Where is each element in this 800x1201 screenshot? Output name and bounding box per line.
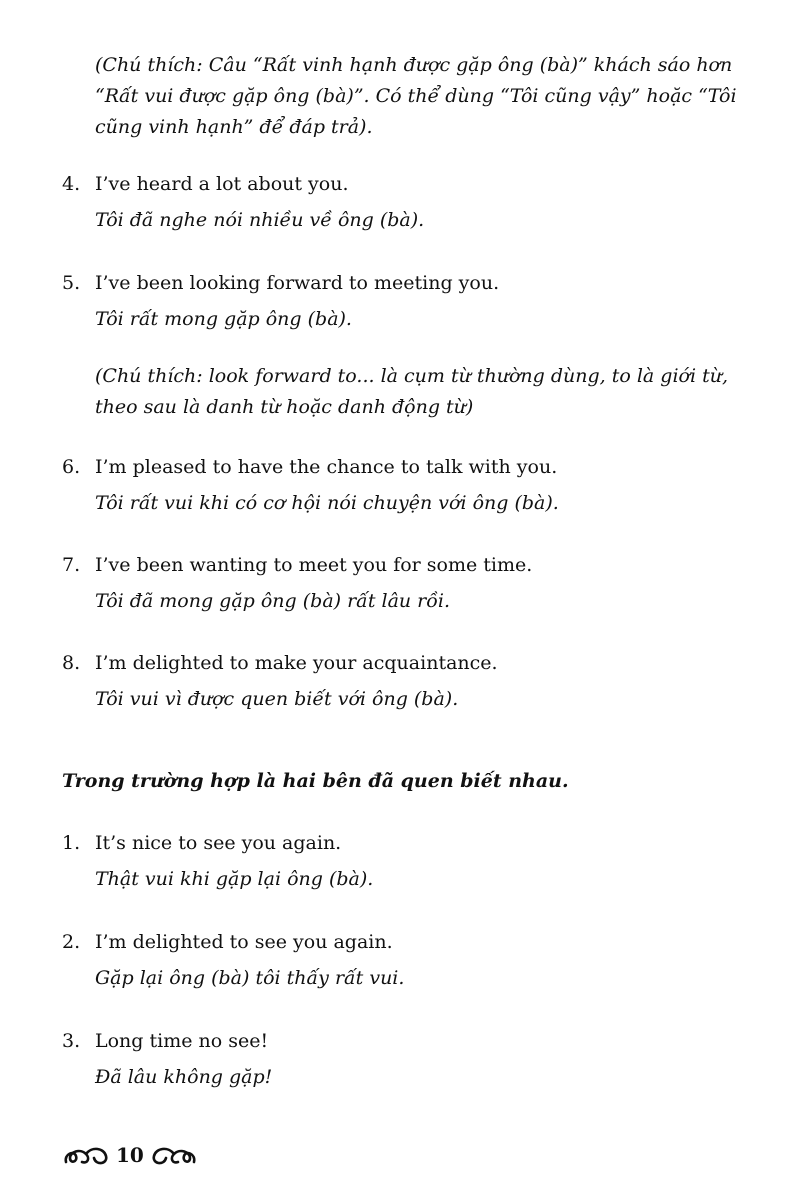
english-phrase: I’m pleased to have the chance to talk with you. [95,456,558,478]
phrase-item-6 [62,453,762,517]
page-footer [62,1140,198,1170]
item-number: 3. [62,1030,81,1052]
phrase-item-5 [62,269,762,333]
vietnamese-translation: Tôi đã mong gặp ông (bà) rất lâu rồi. [95,590,451,612]
note-mid [95,361,755,423]
english-phrase: I’m delighted to make your acquaintance. [95,652,498,674]
vietnamese-translation: Tôi rất vui khi có cơ hội nói chuyện với ông (bà). [95,492,559,514]
ornament-right-icon [150,1142,198,1168]
item-number: 4. [62,173,81,195]
vietnamese-translation: Tôi vui vì được quen biết với ông (bà). [95,688,459,710]
item-number: 5. [62,272,81,294]
vietnamese-translation: Tôi rất mong gặp ông (bà). [95,308,352,330]
phrase-item-second-1 [62,829,762,893]
phrase-item-8 [62,649,762,713]
item-number: 2. [62,931,81,953]
note-top [95,50,755,143]
section-heading: Trong trường hợp là hai bên đã quen biết nhau. [62,770,569,792]
note-line: “Rất vui được gặp ông (bà)”. Có thể dùng “Tôi cũng vậy” hoặc “Tôi [95,85,737,107]
vietnamese-translation: Đã lâu không gặp! [95,1066,273,1088]
phrase-item-second-2 [62,928,762,992]
vietnamese-translation: Tôi đã nghe nói nhiều về ông (bà). [95,209,425,231]
vietnamese-translation: Thật vui khi gặp lại ông (bà). [95,868,374,890]
vietnamese-translation: Gặp lại ông (bà) tôi thấy rất vui. [95,967,405,989]
item-number: 8. [62,652,81,674]
english-phrase: I’ve been looking forward to meeting you. [95,272,500,294]
english-phrase: I’m delighted to see you again. [95,931,393,953]
item-number: 1. [62,832,81,854]
phrase-item-4 [62,170,762,234]
note-line: (Chú thích: Câu “Rất vinh hạnh được gặp ông (bà)” khách sáo hơn [95,54,733,76]
note-line: theo sau là danh từ hoặc danh động từ) [95,396,474,418]
item-number: 7. [62,554,81,576]
note-line: (Chú thích: look forward to... là cụm từ thường dùng, to là giới từ, [95,365,728,387]
english-phrase: I’ve heard a lot about you. [95,173,349,195]
ornament-left-icon [62,1142,110,1168]
english-phrase: Long time no see! [95,1030,269,1052]
item-number: 6. [62,456,81,478]
note-line: cũng vinh hạnh” để đáp trả). [95,116,373,138]
english-phrase: I’ve been wanting to meet you for some time. [95,554,533,576]
page-number: 10 [116,1143,144,1167]
phrase-item-7 [62,551,762,615]
english-phrase: It’s nice to see you again. [95,832,342,854]
phrase-item-second-3 [62,1027,762,1091]
